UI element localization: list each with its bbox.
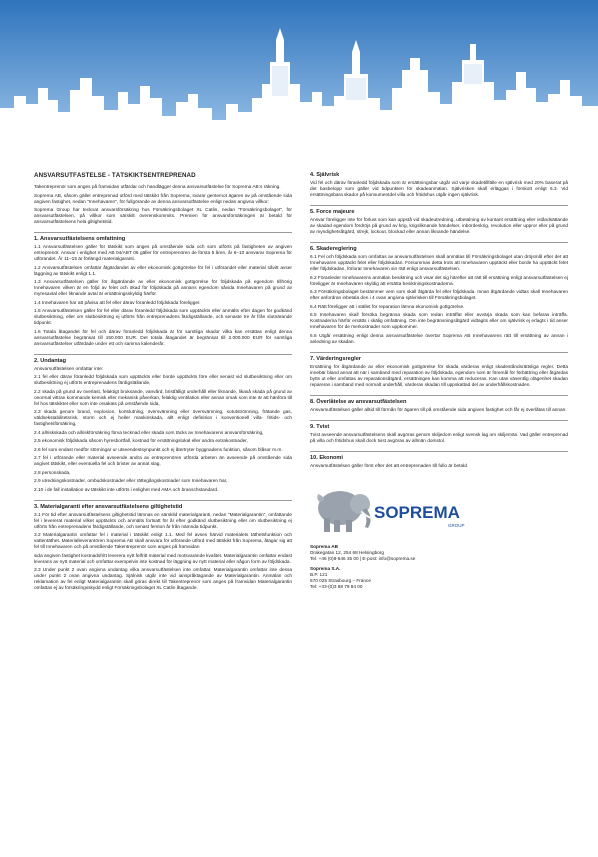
section-paragraph: 2.5 ekonomisk följdskada såsom hyresbortfall, kostnad för ersättningslokal eller andra extrakostnader, [34, 439, 248, 444]
section-paragraph: 6.1 Fel och följdskada som omfattas av ansvarsutfästelsen skall anmälas till Försäkringsbolaget utan dröjsmål efter det att Innehavaren upptäckt felet eller följdskadan. Försummas detta trots att Innehavaren upptäckt eller borde ha upptäckt felet eller följdskadan, förlorar Innehavaren sin rätt enligt ansvarsutfästelsen. [310, 255, 568, 272]
section-heading: 1. Ansvarsutfästelsens omfattning [34, 232, 292, 242]
section-3 [34, 500, 292, 593]
logo-group-label: GROUP [448, 522, 465, 528]
section-10 [310, 451, 568, 470]
section-paragraph: 6.5 Innehavaren skall försöka begränsa skada som redan inträffat eller avvärja skada som kan befaras inträffa. Kostnaderna härför ersätts i skälig omfattning. Om inte begränsningsåtgärd vidtagits eller om självrisk ej erlagts i tid anser Innehavaren för de merkostnader som uppkommer. [310, 313, 568, 330]
section-5 [310, 205, 568, 236]
section-paragraph: 2.1 fel eller därav föranledd följdskada som upptäckts eller borde upptäckts före eller senast vid slutbesiktning eller om slutbesiktning ej utförts entreprenadens färdigställande, [34, 375, 292, 386]
section-paragraph: 1.5 Ansvarsutfästelsen gäller för fel eller därav föranledd följdskada som upptäckts eller anmälts efter dagen för godkänd slutbesiktning, eller om slutbesiktning ej utförts från entreprenadens färdigställande, och senaste tre år från slutnärande tidpunkt. [34, 309, 292, 326]
section-paragraph: 1.2 Ansvarsutfästelsen omfattar åtgärdandet av eller ekonomisk gottgörelse för fel i utförandet eller material såvitt avser läggning av tätskikt enligt 1.1. [34, 265, 292, 277]
section-8 [310, 395, 568, 414]
soprema-logo [310, 480, 568, 540]
right-column [310, 172, 568, 842]
company-name: Soprema AB [310, 543, 338, 549]
logo-wordmark: SOPREMA [374, 502, 460, 522]
section-paragraph: 6.4 Rätt föreligger att i stället för reparation lämna ekonomisk gottgörelse. [310, 304, 465, 310]
intro-paragraph: Takentreprenör som anges på framsidan utfärdar och handlägger denna ansvarsutfästelse för Soprema AB:s räkning. [34, 185, 281, 190]
section-9 [310, 420, 568, 445]
section-paragraph: 6.3 Försäkringsbolaget bestämmer vem som skall åtgärda fel eller följdskada. Innan åtgärdande vidtas skall Innehavaren efter anfordran inbetala den i 4 ovan angivna självrisken till Försäkringsbolaget. [310, 290, 568, 301]
document-body [34, 172, 568, 842]
section-paragraph: 2.4 allriskskada och allriskförsäkring förva tecknad eller skada som täcks av Innehavarens ansvarsförsäkring, [34, 430, 264, 436]
section-paragraph: Tvist avseende ansvarsutfästelsens skall avgöras genom skiljedom enligt svensk lag om skiljemän. Vad gäller entreprenad på villa och fritidshus skall dock tvist avgöras av allmän domstol. [310, 432, 568, 444]
section-paragraph: 3.3 Under punkt 2 ovan angivna undantag vilka ansvarsutfästelsen inte omfattar. Materialgarantin omfattar inte dessa under punkt 2 ovan angivna undantag. Själnisk utgår inte vid ianspråktagande av Materialgarantin. Anmälan och reklamation av fel enligt Materialgarantin skall göras direkt till Takentreprenör som anges på framsidan Materialgarantin omfattas ej av försäkringsskydd enligt Försäkringsbolaget XL Catlin åtagande. [34, 568, 292, 591]
company-name: Soprema S.A. [310, 565, 341, 571]
section-heading: 5. Force majeure [310, 205, 568, 215]
section-6 [310, 242, 568, 346]
intro-paragraph: Soprema Group har tecknat ansvarsförsäkring hos Försäkringsbolaget XL Catlin, nedan "Försäkringsbolaget", för ansvarsutfästelsen, på villkor som särskilt överenskommits. Premien för ansvarsförsäkringen är betald för ansvarsutfästelsens hela giltighetstid. [34, 208, 292, 225]
section-paragraph: 3.2 Materialgarantin omfattar fel i material i tätskikt enligt 1.1. Med fel avses härvid materialets täthetsfunktion och vattentäthet. Materialleverantören Soprema AB skall ansvara för utförande utförd med tätskikt från Soprema, åtagar sig att fel till Innehavaren och på omstående Takentreprenör som anges på framsidan [34, 533, 292, 550]
section-7 [310, 352, 568, 389]
contact-line: Tel: +33-(0)3 88 79 84 00 [310, 583, 363, 589]
contact-block [310, 544, 568, 562]
document-title: ANSVARSUTFÄSTELSE - TÄTSKIKTSENTREPRENAD [34, 172, 196, 179]
section-paragraph: Ansvarsutfästelsen gäller alltid till förmån för ägaren till på omstående sida angiven fastighet och får ej överlåtas till annan. [310, 407, 567, 413]
section-heading: 8. Överlåtelse av ansvarsutfästelsen [310, 395, 568, 405]
section-paragraph: 2.10 i de fall installation av tätskikt inte utförts i enlighet med AMA och branschstandard. [34, 487, 219, 493]
intro-paragraph: Soprema AB, såsom gäller entreprenad utförd med tätskikt från Soprema, svarar gentemot ägaren av på omstående sida angiven fastighet, nedan "Innehavaren", för fullgörande av denna ansvarsutfästelse enligt nedan angivna villkor: [34, 193, 292, 205]
section-heading: 7. Värderingsregler [310, 352, 568, 362]
section-heading: 2. Undantag [34, 354, 292, 364]
section-paragraph: sida angiven fastighet kostnadsfritt leverera nytt felfritt material med motsvarande kvalitet. Materialgarantin omfattar endast leverans av nytt material och omfattar exempelvis inte kostnad för läggning av nytt material eller någon form av följdskada. [34, 553, 292, 565]
contact-line: 670 025 Strasbourg – France [310, 577, 371, 583]
mammoth-icon [317, 491, 380, 532]
section-paragraph: 3.1 För tid efter ansvarsutfästelsens giltighetstid lämnas en särskild materialgaranti, nedan "Materialgarantin", omfattande fel i levererat material vilket upptäckts och anmälts fortsatt för år efter godkänd slutbesiktning eller om slutbesiktning ej utförts från entreprenadens färdigställande, och senast femton år från nämnda tidpunkt. [34, 512, 292, 530]
section-heading: 9. Tvist [310, 420, 568, 430]
city-skyline-banner [0, 0, 598, 160]
section-paragraph: 1.6 Totala åtagandet för fel och därav föranledd följdskada är för samtliga skador vilka kan ersättas enligt denna ansvarsutfästelse begränsat till 150.000 EUR. Det totala åtagandet är begränsat till 2.000.000 EUR för samtliga ansvarsutfästelser utfärdade under ett och samma kalenderår. [34, 329, 292, 347]
section-paragraph: 2.7 fel i utförande eller material avseende andra av entreprenören utförda arbeten än avseende på omstående sida angivet tätskikt, eller eventuella fel och brister av annat slag, [34, 456, 292, 467]
section-paragraph: 1.1 Ansvarsutfästelsen gäller för tätskikt som anges på omstående sida och som utförts på fastigheten av angiven entreprenör. Ansvar i enlighet med AB 04/ABT 06 gäller för entreprenören de första 5 åren, år 6–10 ansvarar Soprema för utförandet. År 11–15 är förlängd materialgaranti. [34, 245, 292, 262]
section-heading: 4. Självrisk [310, 172, 340, 178]
section-paragraph: 2.8 personskada, [34, 470, 71, 476]
section-paragraph: Ersättning för åtgärdande av eller ekonomisk gottgörelse för skada värderas enligt skadeståndsrättsliga regler. Detta innebär bland annat att när i samband med reparation av följdskada, egendom som är föremål för förbättring eller åtgärdas bytts ut eller omfattas av reparationsåtgärd, ersättningen kan komma att reduceras. Kan utan väsentlig olägenhet skadan repareras i samband med normalt underhåll, värderas skadan till uppskattad del av underhållskostnaden. [310, 364, 568, 388]
section-heading: 10. Ekonomi [310, 451, 568, 461]
contact-info [310, 544, 568, 590]
section-paragraph: 6.6 Utgår ersättning enligt denna ansvarsutfästelse övertar Soprema AB Innehavarens rätt till ersättning av annan i anledning av skadan. [310, 333, 568, 345]
section-paragraph: 2.2 skada på grund av överlast, felaktigt bruksande, vanvård, bristfälligt underhåll eller liknande, likaså skada på grund av onormal vittran kommande kemisk eller mekanisk påverkan, felaktig ventilation eller annan orsak som inte är att hänföra till fel hos tätskiktet eller som inte orsakats på omstående sida, [34, 389, 292, 407]
contact-line: Tel. +46 (0)8-646 35 00 | E-post: info@soprema.se [310, 555, 416, 561]
section-paragraph: 2.3 skada genom brand, explosion, kortslutning, översvämning eller översvämning, sotutströmning, frätande gas, väldsekstabilitetsrisk, storm och ej heller maskinskada, allt enligt definition i konventionell villa- fritids- och fastighetsförsäkring, [34, 410, 292, 427]
section-paragraph: 2.6 fel som endast medför störningar ur utseendestsynpunkt och ej återtryter byggnadens funktion, såsom blåsor m.m. [34, 447, 283, 453]
contact-block [310, 566, 568, 590]
section-paragraph: 6.2 Föranleder Innehavarens anmälan besiktning och visar det sig härefter att rätt till ersättning enligt ansvarsutfästelsen ej föreligger är Innehavaren skyldig att ersätta besiktningskostnaderna. [310, 275, 568, 287]
section-heading: 3. Materialgaranti efter ansvarsutfästelsens giltighetstid [34, 500, 292, 510]
section-paragraph: Ansvarsutfästelsen omfattar inte: [34, 366, 104, 372]
section-paragraph: 1.4 Innehavaren har att påvisa att fel eller därav föranledd följdskada föreligger. [34, 300, 201, 306]
contact-line: Drakegatan 12, 254 68 Helsingborg [310, 549, 385, 555]
section-4 [310, 172, 568, 199]
section-paragraph: Vid fel och därav föranledd följdskada som är ersättningsbar utgår vid varje skadetillfälle en självrisk med 20% baserat på det basbelopp som gäller vid tidpunkten för skadeanmälan. Självrisken skall erläggas i förskott enligt 6.3. Vid ersättningsbara skador på konsumentdel villa och fritidshus utgår ingen självrisk. [310, 181, 568, 198]
section-heading: 6. Skadereglering [310, 242, 568, 252]
section-paragraph: Ansvarsutfästelsen gäller först efter det att entreprenaden till fullo är betald. [310, 463, 469, 469]
intro-section [34, 185, 292, 226]
section-1 [34, 232, 292, 348]
section-paragraph: Ansvar föreligger inte för förlust som kan uppstå vid skadeutredning, utbetalning av kontant ersättning eller iståndsättande av skadad egendom fördröjs på grund av krig, krigsliknande händelser, inbördeskrig, revolution eller uppror eller på grund av myndighetsåtgärd, strejk, lockout, blockad eller annan liknande händelse. [310, 218, 568, 235]
contact-line: B.P. 121 [310, 571, 328, 577]
section-paragraph: 2.9 utredningskostnader, ombudskostnader eller rättegångskostnader som Innehavaren har, [34, 479, 228, 484]
section-paragraph: 1.3 Ansvarsutfästelsen gäller för åtgärdande av eller ekonomisk gottgörelse för följdskada på egendom tillhörig Innehavaren vilken är en följd av felet och ökad för följdskada på annans egendom såvida Innehavaren på grund av myresavtal eller liknande avtal är ersättningsskyldig härför. [34, 280, 292, 297]
left-column [34, 172, 292, 842]
section-2 [34, 354, 292, 494]
